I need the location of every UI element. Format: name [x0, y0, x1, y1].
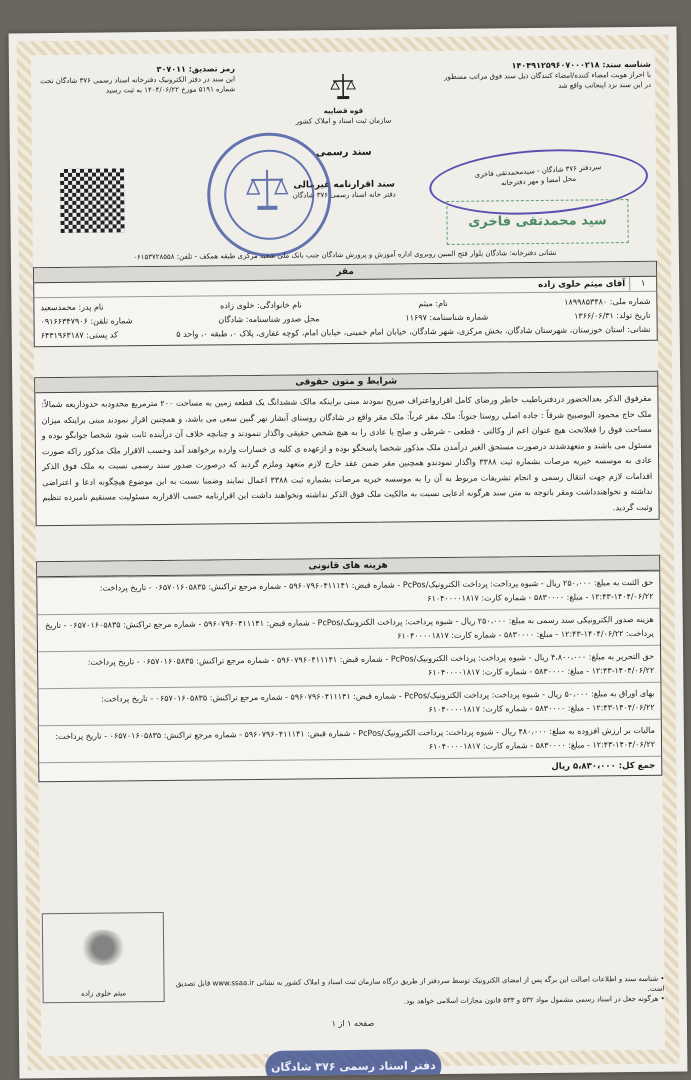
oval-line-2: محل امضا و مهر دفترخانه: [500, 174, 577, 188]
verification-code: رمز تصدیق: ۳۰۷۰۱۱: [156, 64, 235, 74]
notary-name-stamp: سید محمدتقی فاخری: [446, 199, 628, 245]
judiciary-emblem-icon: [330, 72, 356, 102]
fees-total: جمع کل: ۵،۸۳۰،۰۰۰ ریال: [39, 756, 661, 782]
footnote-2: • هرگونه جعل در اسناد رسمی مشمول مواد ۵۳۲ و ۵۳۳ قانون مجازات اسلامی خواهد بود.: [403, 994, 665, 1006]
father-name: نام پدر: محمدسعید: [40, 302, 104, 313]
footnote-1: • شناسه سند و اطلاعات اصالت این برگه پس از امضای الکترونیک توسط سردفتر از طریق درگاه سازمان ثبت اسناد و املاک کشور به نشانی www.ssaa.ir قابل تصدیق است.: [175, 974, 665, 993]
first-name: نام: میثم: [418, 298, 448, 309]
phone-number: شماره تلفن: ۰۹۱۶۶۳۴۷۹۰۶: [40, 316, 133, 327]
document-id: شناسه سند: ۱۴۰۴۹۱۲۵۹۶۰۷۰۰۰۲۱۸: [511, 59, 651, 71]
office-stamp: دفتر اسناد رسمی ۳۷۶ شادگان: [265, 1049, 441, 1078]
office-seal: [207, 132, 332, 257]
fingerprint-icon: [79, 929, 127, 966]
fees-section: [36, 555, 662, 783]
document-content: [31, 49, 665, 1074]
fee-item: بهای اوراق به مبلغ: ۵۰،۰۰۰ ریال - شیوه پرداخت: پرداخت الکترونیک/PcPos - شماره قبض: ۵۹۶۰۷۹۶۰۴۱۱۱۴۱ - شماره مرجع تراکنش: ۰۶۵۷۰۱۶۰۵۸۳۵ - تاریخ پرداخت: ۱۴۰۴/۰۶/۲۲-۱۲:۴۳ - مبلغ: ۵۸۳۰۰۰۰ - شماره کارت: ۶۱۰۴۰۰۰۰۱۸۱۷: [38, 682, 660, 726]
terms-text: مقرفوق الذکر بعدالحضور دردفترباطیب خاطر ورضای کامل اقرارواعتراف صریح نمودند مبنی براینکه مالک ششدانگ یک قطعه زمین به مساحت ۲۰۰ مترمربع محدودبه حدوداربعه شمالاً: ملک حاج محمود البوصبیح شرقاً : جاده اصلی روستا جنوباً: ملک مقر غرباً: ملک مقر واقع در شادگان روستای آبشار نهر گبین سعی می باشد، و همچنین اقرار نمودند مبنی براینکه میزان مساحت فوق را فعلاتحت هیچ عنوان اعم از وکالتی - قطعی - شرطی و صلح یا عادی را به هیچ شخص حقیقی واگذار ننمودند و چنانچه خلاف آن درآینده ثابت شود شخصا جوابگو بوده و مسئول می باشند و متعهدشدند درصورت مستحق الغیر درآمدن ملک مذکور شخصا پاسخگو بوده و ازعهده ی کلیه ی خسارات وارده برخواهند آمد وحسب الاقرار ملک مذکور راکه صورت عادی به موسسه خیریه مرصات بشماره ثبت ۳۳۸۸ واگذار نمودندو همچنین مقر ضمن عقد خارج لازم متعهد وملزم گردید که درصورت صدور سند رسمی نسبت به ملک فوق الذکر اقدامات لازم جهت انتقال رسمی و انجام تشریفات مربوط به آن را به موسسه خیریه مرصات بشماره ثبت ۳۳۸۸ اعمال نمایند وضمنا نسبت به این موضوع هیچگونه ادعا و اعتراضی نداشته و نخواهندداشت ومقر باتوجه به متن سند هرگونه ادعایی نسبت به مالکیت ملک فوق الذکر نداشته ونخواهند داشت این اقرارنامه حسب الاقراربه مسئولیت مستقیم نامبرده تنظیم وثبت گردید.: [41, 393, 653, 512]
organization-title: سازمان ثبت اسناد و املاک کشور: [295, 116, 392, 126]
party-index: ۱: [630, 277, 657, 292]
verification-line-2: در این سند نزد اینجانب واقع شد: [558, 80, 652, 90]
fee-item: حق التحریر به مبلغ: ۴،۸۰۰،۰۰۰ ریال - شیوه پرداخت: پرداخت الکترونیک/PcPos - شماره قبض: ۵۹۶۰۷۹۶۰۴۱۱۱۴۱ - شماره مرجع تراکنش: ۰۶۵۷۰۱۶۰۵۸۳۵ - تاریخ پرداخت: ۱۴۰۴/۰۶/۲۲-۱۲:۴۳ - مبلغ: ۵۸۳۰۰۰۰ - شماره کارت: ۶۱۰۴۰۰۰۰۱۸۱۷: [38, 645, 660, 689]
postal-code: کد پستی: ۶۴۳۱۹۶۳۱۸۷: [40, 330, 118, 341]
fee-item: مالیات بر ارزش افزوده به مبلغ: ۴۸۰،۰۰۰ ریال - شیوه پرداخت: پرداخت الکترونیک/PcPos - شماره قبض: ۵۹۶۰۷۹۶۰۴۱۱۱۴۱ - شماره مرجع تراکنش: ۰۶۵۷۰۱۶۰۵۸۳۵ - تاریخ پرداخت: ۱۴۰۴/۰۶/۲۲-۱۲:۴۳ - مبلغ: ۵۸۳۰۰۰۰ - شماره کارت: ۶۱۰۴۰۰۰۰۱۸۱۷: [39, 719, 661, 763]
page-number: صفحه ۱ از ۱: [331, 1018, 375, 1029]
signature-box: [42, 912, 165, 1003]
office-address: نشانی دفترخانه: شادگان بلوار فتح المبین روبروی اداره آموزش و پرورش شادگان جنب بانک ملی شعبه مرکزی طبقه همکف - تلفن: ۰۶۱۵۳۷۲۸۵۵۸: [133, 248, 557, 262]
terms-section-title: شرایط و متون حقوقی: [35, 372, 657, 394]
document-subtype: سند اقرارنامه غیرمالی: [293, 179, 395, 191]
party-section-title: مقر: [34, 262, 656, 284]
birth-date: تاریخ تولد: ۱۳۶۶/۰۶/۳۱: [574, 310, 651, 321]
header-right: [421, 59, 651, 92]
footnotes: [170, 974, 664, 1009]
national-id: شماره ملی: ۱۸۹۹۸۵۳۴۸۰: [564, 296, 651, 307]
office-name: دفتر خانه اسناد رسمی ۳۷۶ شادگان: [292, 190, 396, 200]
document-type: سند رسمی: [315, 146, 372, 159]
fee-item: حق الثبت به مبلغ: ۲۵۰،۰۰۰ ریال - شیوه پرداخت: پرداخت الکترونیک/PcPos - شماره قبض: ۵۹۶۰۷۹۶۰۴۱۱۱۴۱ - شماره مرجع تراکنش: ۰۶۵۷۰۱۶۰۵۸۳۵ - تاریخ پرداخت: ۱۴۰۴/۰۶/۲۲-۱۲:۴۳ - مبلغ: ۵۸۳۰۰۰۰ - شماره کارت: ۶۱۰۴۰۰۰۰۱۸۱۷: [37, 571, 659, 615]
fee-item: هزینه صدور الکترونیکی سند رسمی به مبلغ: ۲۵۰،۰۰۰ ریال - شیوه پرداخت: پرداخت الکترونیک/PcPos - شماره قبض: ۵۹۶۰۷۹۶۰۴۱۱۱۴۱ - شماره مرجع تراکنش: ۰۶۵۷۰۱۶۰۵۸۳۵ - تاریخ پرداخت: ۱۴۰۴/۰۶/۲۲-۱۲:۴۳ - مبلغ: ۵۸۳۰۰۰۰ - شماره کارت: ۶۱۰۴۰۰۰۰۱۸۱۷: [38, 608, 660, 652]
signatory-name: میثم خلوی زاده: [81, 989, 127, 998]
background-watermark: ​: [362, 533, 380, 565]
issue-place: محل صدور شناسنامه: شادگان: [218, 314, 320, 325]
id-number: شماره شناسنامه: ۱۱۶۹۷: [405, 312, 489, 323]
last-name: نام خانوادگی: خلوی زاده: [220, 300, 302, 311]
party-section: [33, 261, 658, 348]
registry-line-1: این سند در دفتر الکترونیک دفترخانه اسناد رسمی ۳۷۶ شادگان تحت: [40, 75, 236, 86]
qr-code: [60, 168, 125, 233]
party-details: [34, 292, 656, 347]
party-name: آقای میثم خلوی زاده: [34, 277, 630, 298]
emblem-block: [283, 71, 404, 126]
document-page: [9, 27, 688, 1079]
terms-section: [34, 371, 660, 527]
registry-line-2: شماره ۵۱۹۱ مورخ ۱۴۰۴/۰۶/۲۲ به ثبت رسید: [105, 85, 236, 95]
verification-line-1: با احراز هویت امضاء کننده‌/امضاء کنندگان ذیل سند فوق مراتب مسطور: [444, 70, 652, 81]
fees-section-title: هزینه های قانونی: [37, 556, 659, 578]
scales-icon: [245, 166, 290, 216]
judiciary-title: قوه قضاییه: [323, 106, 364, 116]
party-address: نشانی: استان خوزستان، شهرستان شادگان، بخش مرکزی، شهر شادگان، خیابان امام خمینی، خیابان امام، کوچه غفاری، پلاک ۰، طبقه ۰، واحد ۵: [176, 324, 651, 339]
oval-line-1: سردفتر ۳۷۶ شادگان - سیدمحمدتقی فاخری: [474, 163, 602, 179]
header-left: [35, 63, 235, 96]
